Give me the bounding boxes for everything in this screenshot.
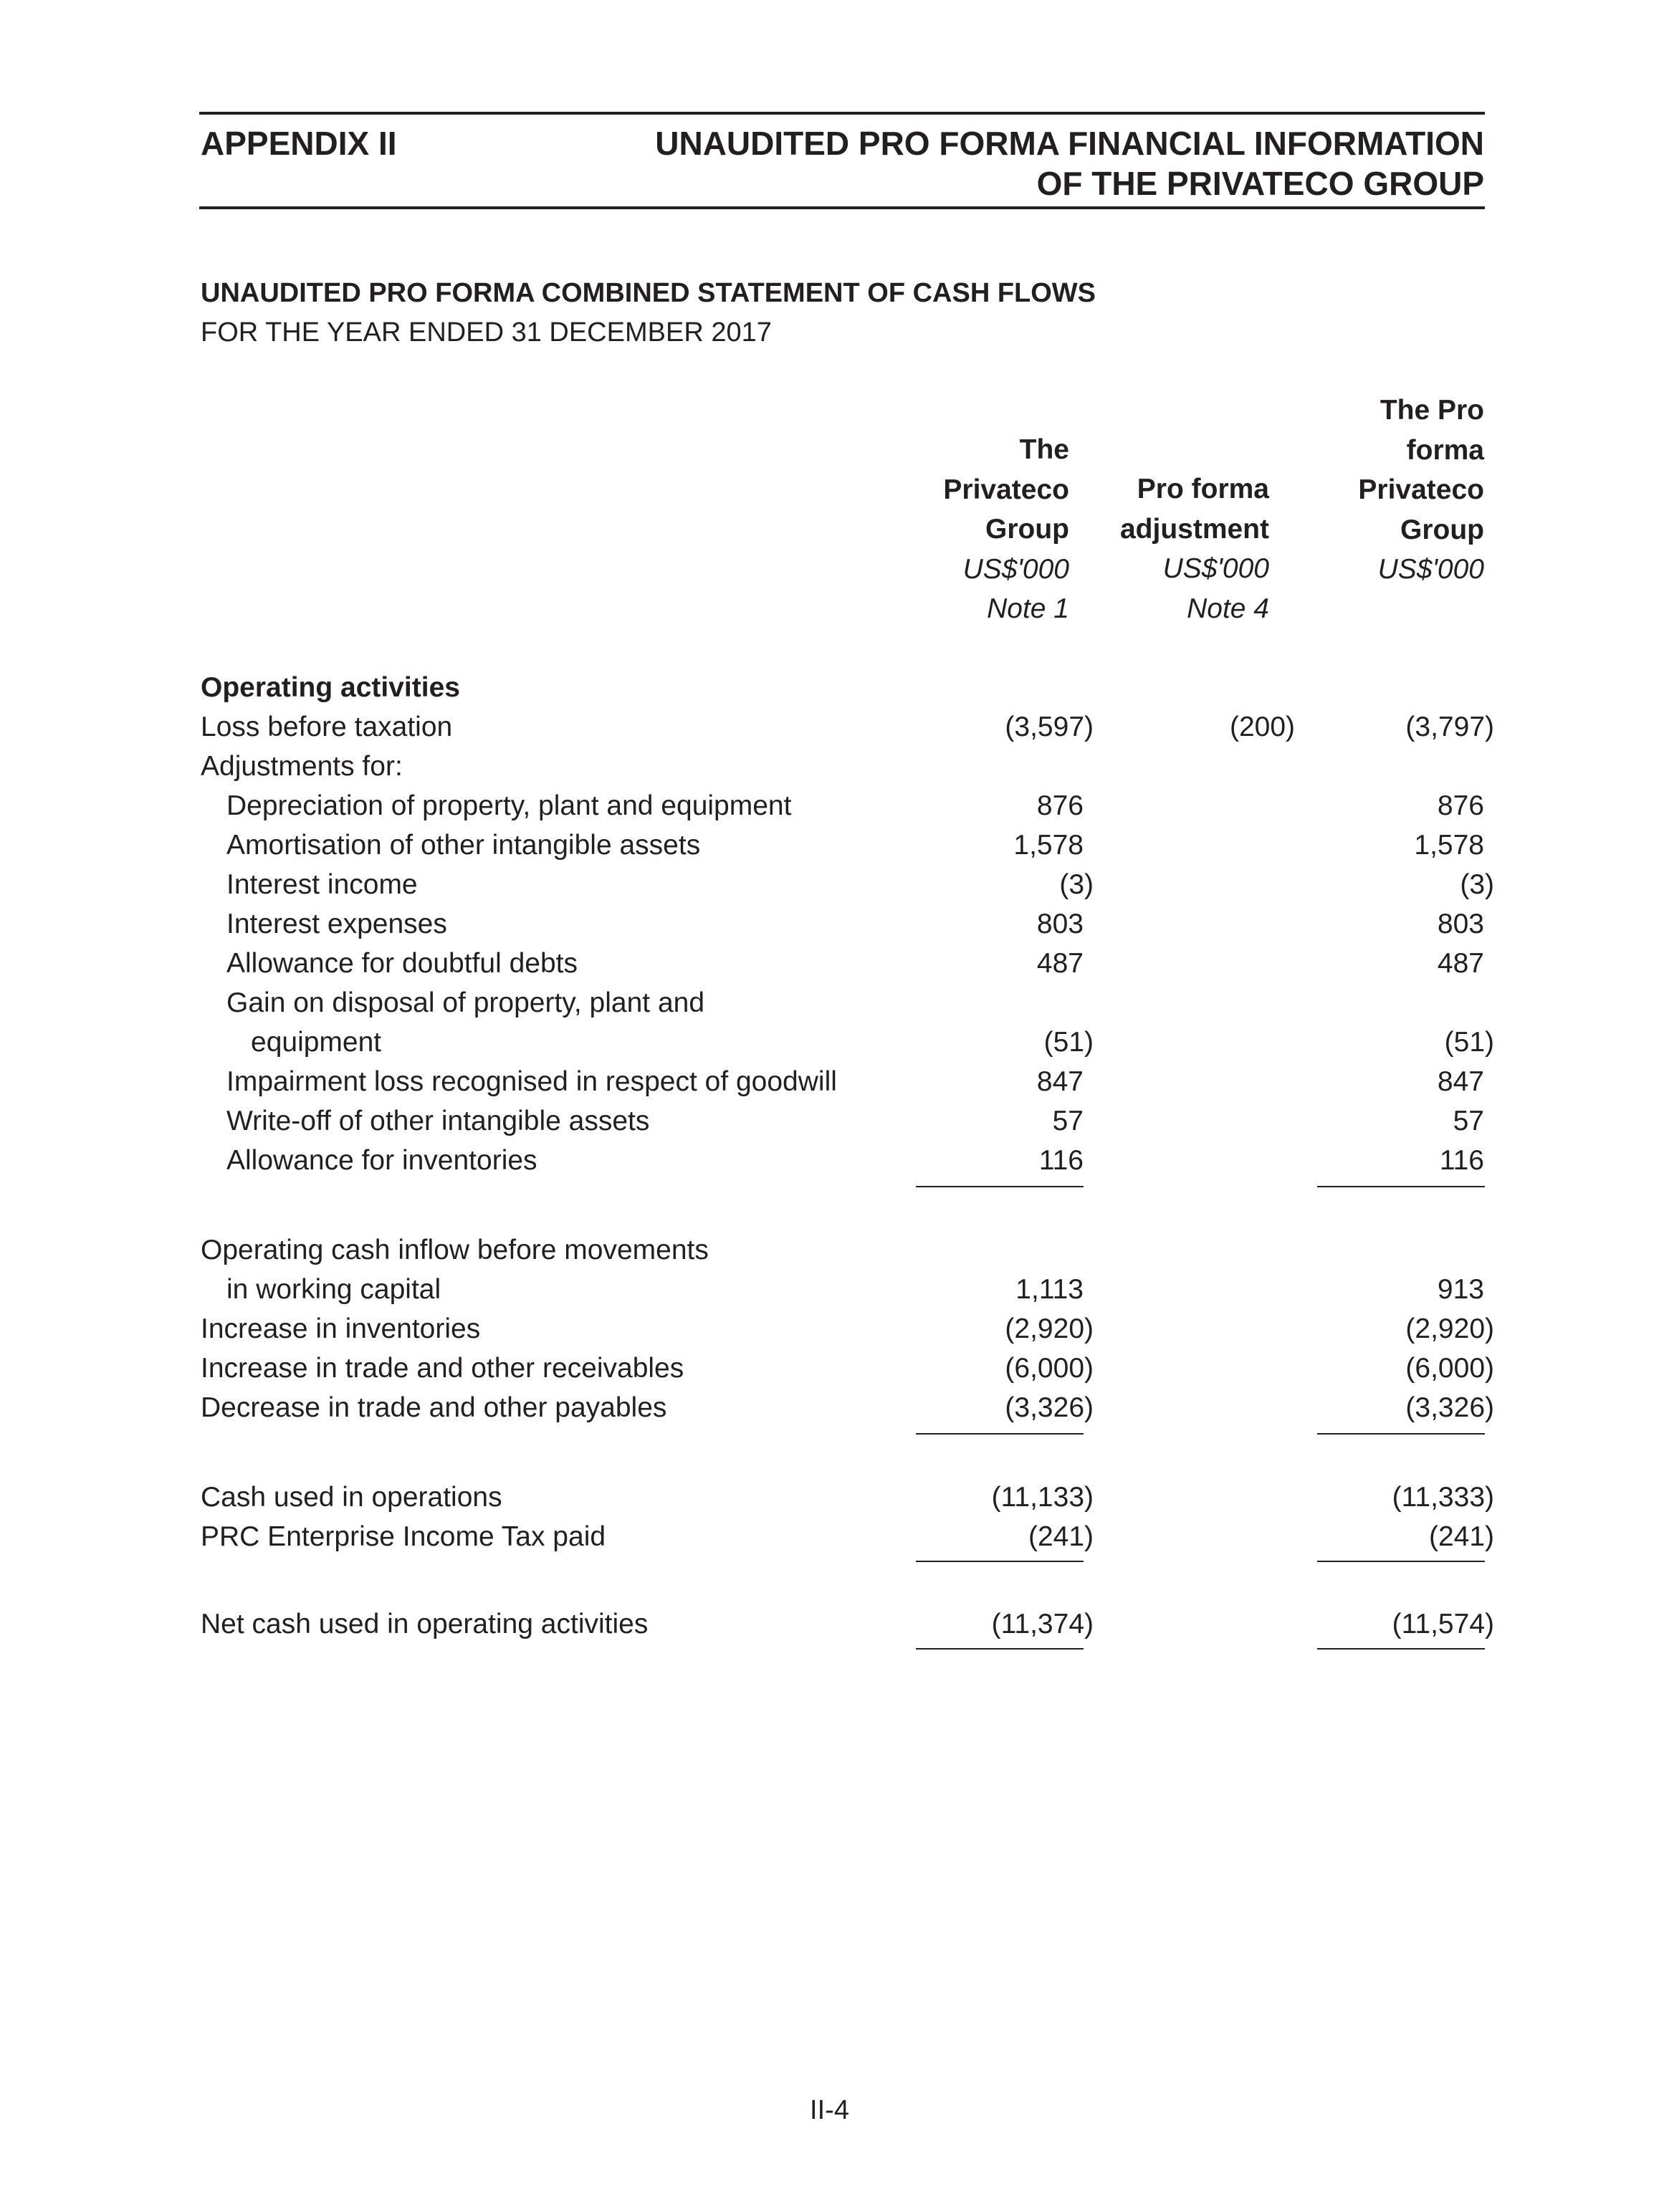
row-label: Cash used in operations: [201, 1482, 502, 1513]
header-title-line2: OF THE PRIVATECO GROUP: [1036, 165, 1484, 202]
column-header-line: adjustment: [1119, 513, 1269, 545]
row-label: equipment: [251, 1027, 382, 1058]
row-label: Adjustments for:: [201, 751, 403, 782]
column-header-line: Pro forma: [1137, 474, 1269, 504]
header-top-rule: [199, 112, 1485, 115]
value-pro-forma-privateco-group: 1,578: [1414, 830, 1484, 861]
column-unit: US$'000: [962, 553, 1069, 585]
value-privateco-group: (3): [1059, 869, 1094, 900]
appendix-label: APPENDIX II: [201, 125, 397, 162]
row-label: Impairment loss recognised in respect of goodwill: [226, 1066, 837, 1097]
value-pro-forma-privateco-group: (3,797): [1405, 712, 1494, 742]
row-label: PRC Enterprise Income Tax paid: [201, 1521, 606, 1552]
page-number: II-4: [810, 2095, 849, 2125]
row-label: in working capital: [226, 1274, 441, 1305]
column-header-privateco-group: [854, 430, 1069, 629]
row-label: Net cash used in operating activities: [201, 1609, 649, 1639]
row-label: Amortisation of other intangible assets: [226, 830, 701, 861]
value-pro-forma-privateco-group: (11,333): [1392, 1482, 1494, 1513]
row-label: Allowance for inventories: [226, 1145, 537, 1176]
value-pro-forma-privateco-group: 913: [1437, 1274, 1484, 1305]
value-privateco-group: 1,578: [1013, 830, 1084, 861]
section-title: Operating activities: [201, 672, 460, 703]
subtotal-underline: [1317, 1186, 1485, 1187]
value-privateco-group: 116: [1038, 1145, 1084, 1176]
value-pro-forma-privateco-group: (241): [1428, 1521, 1494, 1552]
row-label: Gain on disposal of property, plant and: [226, 987, 705, 1018]
row-label: Depreciation of property, plant and equipment: [226, 790, 792, 821]
subtotal-underline: [916, 1186, 1084, 1187]
column-header-line: forma: [1406, 434, 1484, 466]
value-pro-forma-adjustment: (200): [1229, 712, 1295, 742]
column-header-line: Group: [985, 514, 1069, 545]
column-header-line: The: [1019, 434, 1069, 465]
column-unit: US$'000: [1377, 554, 1484, 585]
row-label: Loss before taxation: [201, 712, 453, 742]
value-privateco-group: 487: [1036, 948, 1084, 979]
value-privateco-group: (11,374): [991, 1609, 1094, 1639]
total-underline: [916, 1648, 1084, 1650]
column-header-line: The Pro: [1380, 395, 1484, 426]
row-label: Operating cash inflow before movements: [201, 1235, 709, 1265]
value-pro-forma-privateco-group: (2,920): [1405, 1313, 1494, 1344]
column-header-line: Privateco: [943, 474, 1069, 505]
row-label: Interest income: [226, 869, 418, 900]
row-label: Decrease in trade and other payables: [201, 1392, 667, 1423]
value-privateco-group: 876: [1036, 790, 1084, 821]
value-pro-forma-privateco-group: (3,326): [1405, 1392, 1494, 1423]
column-unit: US$'000: [1162, 553, 1269, 584]
value-pro-forma-privateco-group: (51): [1444, 1027, 1494, 1058]
value-privateco-group: (241): [1028, 1521, 1094, 1552]
row-label: Increase in trade and other receivables: [201, 1353, 684, 1384]
total-underline: [1317, 1648, 1485, 1650]
value-pro-forma-privateco-group: 847: [1437, 1066, 1484, 1097]
column-header-line: Group: [1400, 514, 1484, 545]
value-privateco-group: (3,597): [1005, 712, 1094, 742]
statement-title: UNAUDITED PRO FORMA COMBINED STATEMENT OF CASH FLOWS: [201, 278, 1096, 308]
value-pro-forma-privateco-group: (11,574): [1392, 1609, 1494, 1639]
header-bottom-rule: [199, 206, 1485, 209]
value-pro-forma-privateco-group: 116: [1439, 1145, 1484, 1176]
value-privateco-group: (6,000): [1005, 1353, 1094, 1384]
value-privateco-group: 57: [1052, 1106, 1084, 1136]
value-pro-forma-privateco-group: 57: [1453, 1106, 1484, 1136]
row-label: Increase in inventories: [201, 1313, 481, 1344]
value-pro-forma-privateco-group: (6,000): [1405, 1353, 1494, 1384]
column-note: Note 4: [1187, 593, 1269, 624]
subtotal-underline: [1317, 1433, 1485, 1435]
value-privateco-group: (3,326): [1005, 1392, 1094, 1423]
column-note: Note 1: [987, 593, 1069, 624]
value-privateco-group: 1,113: [1015, 1274, 1084, 1305]
value-pro-forma-privateco-group: (3): [1460, 869, 1494, 900]
value-privateco-group: (51): [1043, 1027, 1094, 1058]
statement-period: FOR THE YEAR ENDED 31 DECEMBER 2017: [201, 317, 772, 348]
value-privateco-group: 847: [1036, 1066, 1084, 1097]
value-pro-forma-privateco-group: 876: [1437, 790, 1484, 821]
row-label: Interest expenses: [226, 909, 447, 939]
row-label: Write-off of other intangible assets: [226, 1106, 650, 1136]
value-privateco-group: (11,133): [991, 1482, 1094, 1513]
column-header-pro-forma-privateco-group: [1269, 391, 1484, 590]
column-header-line: Privateco: [1358, 474, 1484, 505]
value-pro-forma-privateco-group: 803: [1437, 909, 1484, 939]
row-label: Allowance for doubtful debts: [226, 948, 578, 979]
value-privateco-group: (2,920): [1005, 1313, 1094, 1344]
value-privateco-group: 803: [1036, 909, 1084, 939]
subtotal-underline: [1317, 1561, 1485, 1562]
subtotal-underline: [916, 1433, 1084, 1435]
value-pro-forma-privateco-group: 487: [1437, 948, 1484, 979]
header-title-line1: UNAUDITED PRO FORMA FINANCIAL INFORMATION: [655, 125, 1484, 162]
column-header-pro-forma-adjustment: [1054, 469, 1269, 628]
subtotal-underline: [916, 1561, 1084, 1562]
